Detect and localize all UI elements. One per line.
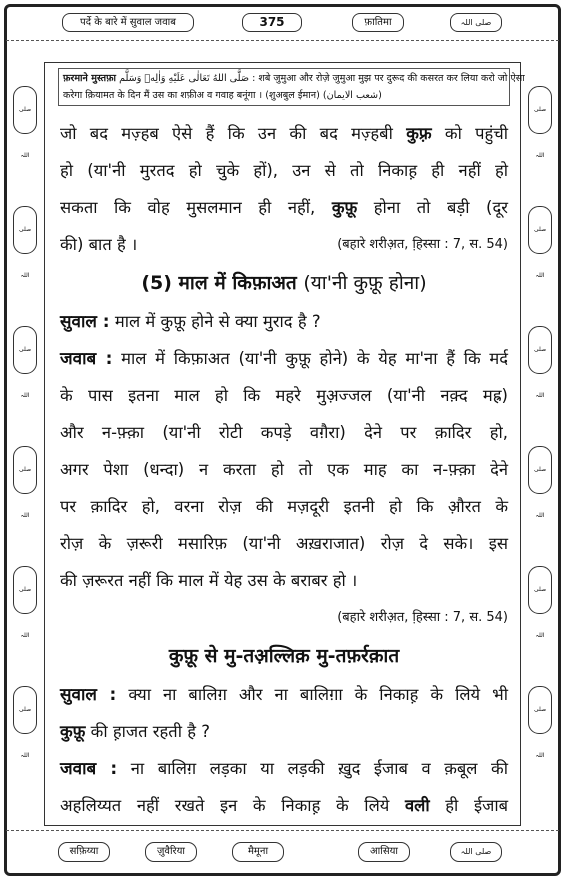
side-ornament-right — [523, 80, 557, 159]
calligraphy-ornament-icon: صلی اللہ — [13, 686, 37, 734]
calligraphy-ornament-icon: صلی اللہ — [528, 686, 552, 734]
calligraphy-ornament-icon: صلی اللہ — [528, 86, 552, 134]
bold-term: कुफ़ू — [331, 198, 358, 217]
text-line: की) बात है । (बहारे शरीअ़त, हि़स्सा : 7, स. 54) — [60, 226, 508, 263]
page-footer — [10, 828, 555, 872]
question-label: सुवाल : — [60, 312, 110, 332]
answer-line: के पास इतना माल हो कि महरे मुअ़ज्जल (या'नी नक़्द मह्र) — [60, 386, 508, 405]
side-ornament-left — [8, 440, 42, 519]
question-label: सुवाल : — [60, 685, 117, 705]
footer-name-tag: मैमूना — [232, 842, 284, 862]
calligraphy-ornament-icon: صلی اللہ — [13, 206, 37, 254]
bold-term: कुफ़्र — [406, 124, 432, 143]
text-line: जो बद मज़्हब ऐसे हैं कि उन की बद मज़्हबी कुफ़्र को पहुंची — [60, 124, 509, 143]
answer-line: अगर पेशा (धन्दा) न करता हो तो एक माह का न-फ़्क़ा देने — [60, 460, 508, 479]
header-divider — [6, 40, 559, 41]
question-line: कुफ़ू की ह़ाजत रहती है ? — [60, 722, 210, 741]
question-line: सुवाल : माल में कुफ़ू होने से क्या मुराद है ? — [60, 312, 321, 332]
calligraphy-ornament-icon: صلی اللہ — [13, 86, 37, 134]
reference-citation: (बहारे शरीअ़त, हि़स्सा : 7, स. 54) — [337, 237, 508, 252]
side-ornament-left — [8, 320, 42, 399]
footer-name-tag: सफ़िय्या — [58, 842, 110, 862]
banner-arabic: صَلَّى اللهُ تَعَالٰى عَلَيْهِ وَاٰلِهٖ وَسَلَّم — [119, 73, 250, 84]
footer-name-tag: आसिया — [358, 842, 410, 862]
answer-line: और न-फ़्क़ा (या'नी रोटी कपड़े वग़ैरा) देने पर क़ादिर हो, — [60, 423, 508, 442]
answer-line: पर क़ादिर हो, वरना रोज़ की मज़दूरी इतनी हो कि औ़रत के — [60, 497, 508, 516]
side-ornament-left — [8, 200, 42, 279]
header-calligraphy-ornament: صلی اللہ — [450, 13, 502, 32]
answer-label: जवाब : — [60, 759, 118, 779]
calligraphy-ornament-icon: صلی اللہ — [528, 326, 552, 374]
banner-line-1 — [63, 70, 525, 87]
banner-text-1: : शबे जुमुआ और रोज़े जुमुआ मुझ पर दुरूद की कसरत कर लिया करो जो ऐसा — [252, 73, 525, 84]
header-name-tag: फ़ातिमा — [352, 13, 404, 32]
question-line: सुवाल : क्या ना बालिग़ और ना बालिग़ा के निकाह़ के लिये भी — [60, 685, 508, 705]
side-ornament-left — [8, 80, 42, 159]
side-ornament-right — [523, 680, 557, 759]
answer-line: की ज़रूरत नहीं कि माल में येह उस के बराबर हो । — [60, 571, 358, 590]
page-header — [10, 8, 555, 34]
bold-term: वली — [405, 796, 430, 815]
side-ornament-left — [8, 680, 42, 759]
calligraphy-ornament-icon: صلی اللہ — [13, 566, 37, 614]
answer-line: जवाब : ना बालिग़ लड़का या लड़की ख़ुद ईजाब व क़बूल की — [60, 759, 508, 779]
text-line: सकता कि वोह मुसलमान ही नहीं, कुफ़ू होना तो बड़ी (दूर — [60, 198, 508, 217]
main-text — [60, 115, 508, 824]
hadith-banner — [58, 68, 525, 106]
side-ornament-right — [523, 200, 557, 279]
section-heading: (5) माल में किफ़ाअत (या'नी कुफ़ू होना) — [141, 272, 427, 294]
page-number: 375 — [242, 13, 302, 32]
calligraphy-ornament-icon: صلی اللہ — [528, 446, 552, 494]
side-ornament-right — [523, 320, 557, 399]
side-ornament-right — [523, 440, 557, 519]
calligraphy-ornament-icon: صلی اللہ — [528, 206, 552, 254]
banner-label: फ़रमाने मुस्तफ़ा — [63, 73, 117, 84]
bold-term: कुफ़ू — [60, 722, 86, 741]
footer-name-tag: ज़ुवैरिया — [145, 842, 197, 862]
banner-source-arabic: (شعب الایمان) — [322, 90, 382, 101]
calligraphy-ornament-icon: صلی اللہ — [528, 566, 552, 614]
answer-line: जवाब : माल में किफ़ाअत (या'नी कुफ़ू होने) के येह मा'ना हैं कि मर्द — [60, 349, 508, 369]
banner-text-2: करेगा क़ियामत के दिन मैं उस का शफ़ीअ व गवाह बनूंगा । (शुअबुल ईमान) — [63, 90, 320, 101]
calligraphy-ornament-icon: صلی اللہ — [13, 326, 37, 374]
section-heading: कुफ़ू से मु-तअ़ल्लिक़ मु-तफ़र्रक़ात — [168, 645, 400, 667]
text-line: हो (या'नी मुरतद हो चुके हों), उन से तो निकाह़ ही नहीं हो — [60, 161, 508, 180]
answer-line: अहलिय्यत नहीं रखते इन के निकाह़ के लिये वली ही ईजाब — [60, 796, 509, 815]
side-ornament-left — [8, 560, 42, 639]
side-ornament-right — [523, 560, 557, 639]
calligraphy-ornament-icon: صلی اللہ — [13, 446, 37, 494]
answer-label: जवाब : — [60, 349, 113, 369]
reference-citation: (बहारे शरीअ़त, हि़स्सा : 7, स. 54) — [337, 610, 508, 625]
footer-calligraphy-ornament: صلی اللہ — [450, 842, 502, 862]
answer-line: रोज़ के ज़रूरी मसारिफ़ (या'नी अख़राजात) रोज़ दे सके। इस — [60, 534, 508, 553]
banner-line-2 — [63, 87, 505, 104]
header-book-title: पर्दे के बारे में सुवाल जवाब — [62, 13, 194, 32]
